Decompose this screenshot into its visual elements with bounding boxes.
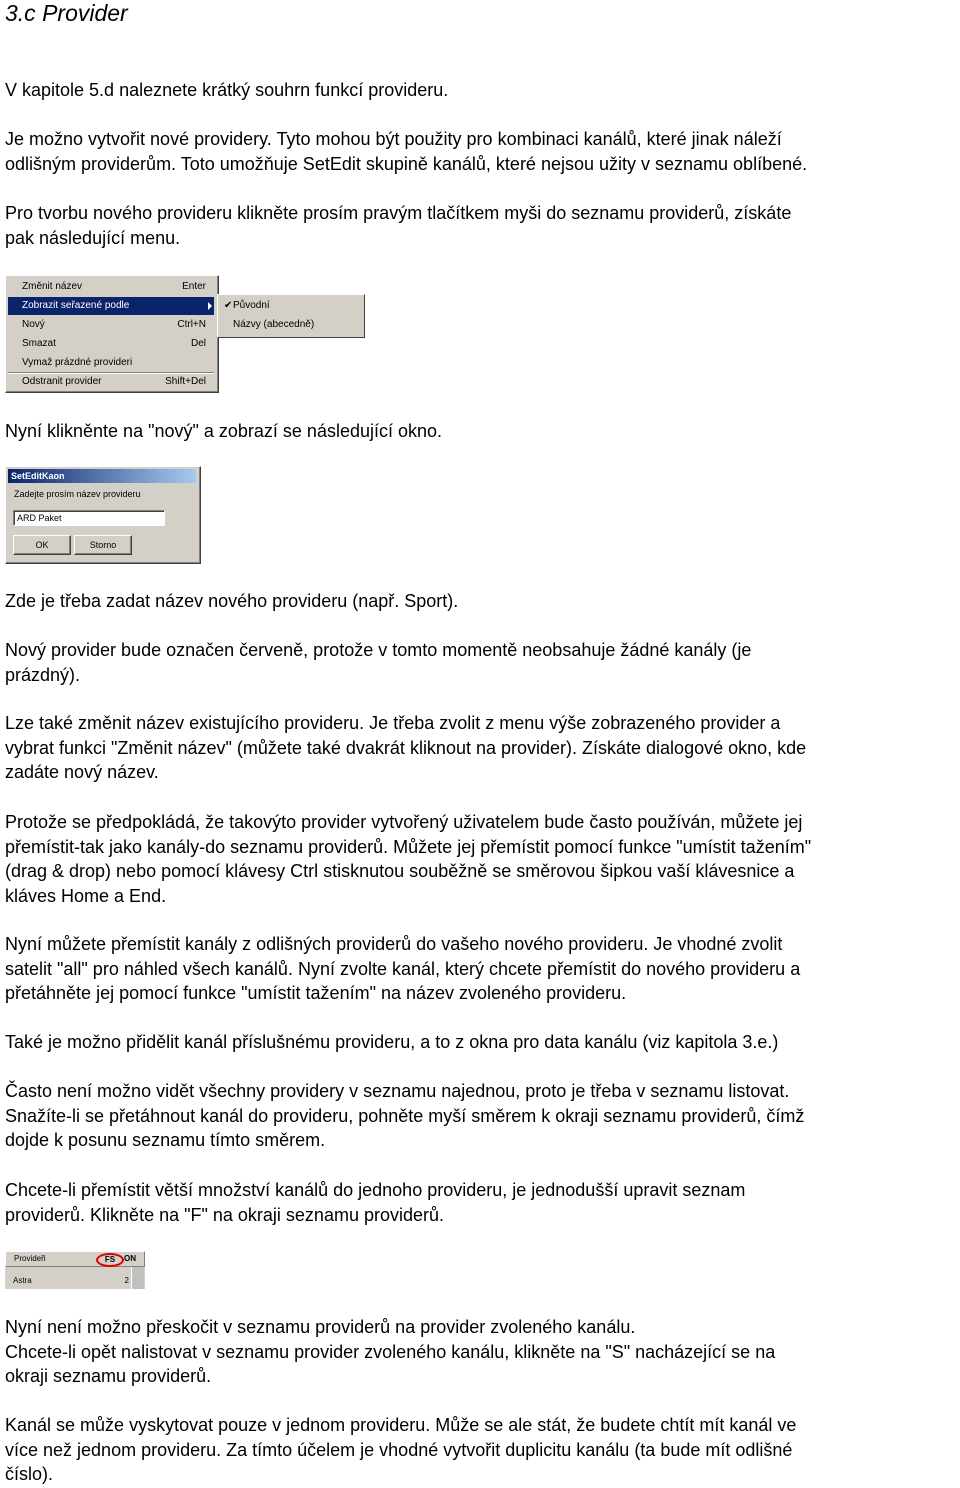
paragraph-new-providers: Je možno vytvořit nové providery. Tyto mohou být použity pro kombinaci kanálů, které jinak náleží odlišným providerům. Toto umožňuje SetEdit skupině kanálů, které nejsou užity v seznamu oblíbené.	[5, 129, 808, 174]
menu-item-remove-provider[interactable]: Odstranit provider Shift+Del	[22, 376, 206, 387]
paragraph-click-new: Nyní klikněnte na "nový" a zobrazí se následující okno.	[5, 421, 443, 441]
context-menu	[5, 275, 219, 393]
paragraph-summary: V kapitole 5.d naleznete krátký souhrn funkcí provideru.	[5, 80, 449, 100]
submenu-arrow-icon	[208, 302, 212, 310]
menu-item-rename[interactable]: Změnit název Enter	[22, 281, 206, 292]
paragraph-red-marked: Nový provider bude označen červeně, protože v tomto momentě neobsahuje žádné kanály (je prázdný).	[5, 640, 752, 685]
context-menu-screenshot	[5, 275, 363, 393]
paragraph-move-channels: Nyní můžete přemístit kanály z odlišných providerů do vašeho nového provideru. Je vhodné zvolit satelit "all" pro náhled všech kanálů. Nyní zvolte kanál, který chcete přemístit do nového provideru a přetáhněte jej pomocí funkce "umístit tažením" na název zvoleného provideru.	[5, 934, 801, 1003]
paragraph-scroll-list: Často není možno vidět všechny providery v seznamu najednou, proto je třeba v seznamu listovat. Snažíte-li se přetáhnout kanál do provideru, pohněte myší směrem k okraji seznamu providerů, čímž dojde k posunu seznamu tímto směrem.	[5, 1081, 805, 1150]
paragraph-move-provider: Protože se předpokládá, že takovýto provider vytvořený uživatelem bude často používán, můžete jej přemístit-tak jako kanály-do seznamu providerů. Můžete jej přemístit pomocí funkce "umístit tažením" (drag & drop) nebo pomocí klávesy Ctrl stisknutou souběžně se směrovou šipkou vaší klávesnice a kláves Home a End.	[5, 812, 812, 906]
paragraph-enter-name: Zde je třeba zadat název nového provideru (např. Sport).	[5, 591, 459, 611]
menu-item-delete[interactable]: Smazat Del	[22, 338, 206, 349]
dialog-title-bar: SetEditKaon	[8, 469, 196, 483]
new-provider-dialog	[5, 466, 201, 564]
submenu-item-alphabetical[interactable]: Názvy (abecedně)	[233, 319, 315, 330]
list-item[interactable]: Astra 2	[13, 1276, 129, 1285]
ok-button[interactable]: OK	[13, 535, 71, 555]
list-scrollbar[interactable]	[131, 1267, 144, 1289]
paragraph-right-click: Pro tvorbu nového provideru klikněte prosím pravým tlačítkem myši do seznamu providerů, získáte pak následující menu.	[5, 203, 792, 248]
submenu-item-original[interactable]: ✔ Původní	[220, 297, 360, 315]
paragraph-duplicate: Kanál se může vyskytovat pouze v jednom provideru. Může se ale stát, že budete chtít mít kanál ve více než jednom provideru. Za tímto účelem je vhodné vytvořit duplicitu kanálu (ta bude mít odlišné číslo).	[5, 1415, 797, 1484]
paragraph-edit-list: Chcete-li přemístit větší množství kanálů do jednoho provideru, je jednodušší upravit seznam providerů. Klikněte na "F" na okraji seznamu providerů.	[5, 1180, 746, 1225]
sort-submenu	[217, 294, 365, 338]
fs-toggle-button[interactable]: FS	[96, 1253, 124, 1267]
paragraph-assign-channel: Také je možno přidělit kanál příslušnému provideru, a to z okna pro data kanálu (viz kapitola 3.e.)	[5, 1032, 779, 1052]
menu-item-sort-by[interactable]: Zobrazit seřazené podle	[8, 297, 214, 315]
paragraph-rename: Lze také změnit název existujícího provideru. Je třeba zvolit z menu výše zobrazeného provider a vybrat funkci "Změnit název" (můžete také dvakrát kliknout na provider). Získáte dialogové okno, kde zadáte nový název.	[5, 713, 807, 782]
menu-item-delete-empty[interactable]: Vymaž prázdné providerі	[22, 357, 133, 368]
cancel-button[interactable]: Storno	[74, 535, 132, 555]
provider-list-header: Provideři FS ON	[5, 1251, 145, 1267]
provider-list-screenshot	[5, 1251, 145, 1289]
provider-name-input[interactable]: ARD Paket	[13, 510, 165, 526]
checkmark-icon: ✔	[224, 300, 233, 311]
menu-item-new[interactable]: Nový Ctrl+N	[22, 319, 206, 330]
section-heading: 3.c Provider	[5, 0, 128, 26]
on-toggle-button[interactable]: ON	[124, 1254, 136, 1263]
dialog-prompt: Zadejte prosím název provideru	[14, 489, 141, 499]
paragraph-jump: Nyní není možno přeskočit v seznamu providerů na provider zvoleného kanálu. Chcete-li opět nalistovat v seznamu provider zvoleného kanálu, klikněte na "S" nacházející se na okraji seznamu providerů.	[5, 1317, 776, 1386]
